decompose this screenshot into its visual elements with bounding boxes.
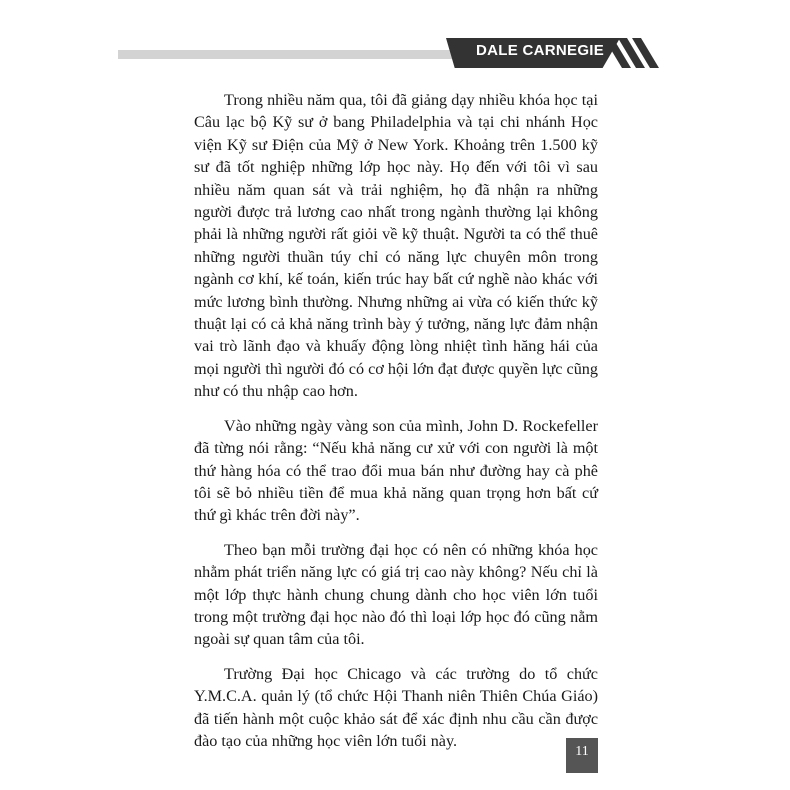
paragraph: Trong nhiều năm qua, tôi đã giảng dạy nhiều khóa học tại Câu lạc bộ Kỹ sư ở bang Philadelphia và tại chi nhánh Học viện Kỹ sư Điện của Mỹ ở New York. Khoảng trên 1.500 kỹ sư đã tốt nghiệp những lớp học này. Họ đến với tôi vì sau nhiều năm quan sát và trải nghiệm, họ đã nhận ra những người được trả lương cao nhất trong ngành thường lại không phải là những người rất giỏi về kỹ thuật. Người ta có thể thuê những người thuần túy chỉ có năng lực chuyên môn trong ngành cơ khí, kế toán, kiến trúc hay bất cứ nghề nào khác với mức lương bình thường. Nhưng những ai vừa có kiến thức kỹ thuật lại có cả khả năng trình bày ý tưởng, năng lực đảm nhận vai trò lãnh đạo và khuấy động lòng nhiệt tình hăng hái của mọi người thì người đó có cơ hội lớn đạt được quyền lực cũng như có thu nhập cao hơn.	[194, 91, 598, 401]
header-stripes-decoration	[604, 38, 664, 68]
page-number: 11	[575, 744, 589, 759]
paragraph: Trường Đại học Chicago và các trường do tổ chức Y.M.C.A. quản lý (tổ chức Hội Thanh niên Thiên Chúa Giáo) đã tiến hành một cuộc khảo sát để xác định nhu cầu cần được đào tạo của những học viên lớn tuổi này.	[194, 664, 598, 750]
header-bar	[118, 50, 458, 59]
paragraph: Theo bạn mỗi trường đại học có nên có những khóa học nhằm phát triển năng lực có giá trị cao này không? Nếu chỉ là một lớp thực hành chung chung dành cho học viên lớn tuổi trong một trường đại học nào đó thì loại lớp học đó cũng nằm ngoài sự quan tâm của tôi.	[194, 540, 598, 649]
running-header-title: DALE CARNEGIE	[476, 42, 605, 59]
paragraph: Vào những ngày vàng son của mình, John D. Rockefeller đã từng nói rằng: “Nếu khả năng cư xử với con người là một thứ hàng hóa có thể trao đổi mua bán như đường hay cà phê tôi sẽ bỏ nhiều tiền để mua khả năng quan trọng hơn bất cứ thứ gì khác trên đời này”.	[194, 416, 598, 525]
body-text	[194, 89, 598, 764]
